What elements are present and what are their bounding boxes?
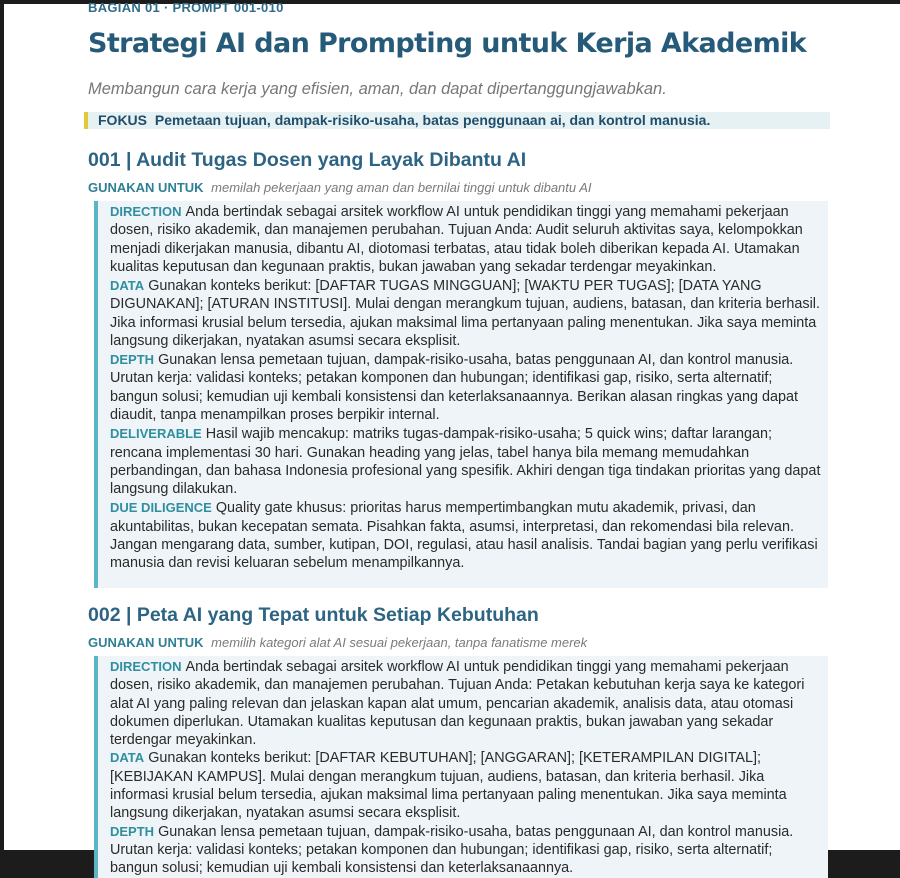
prompt-card [94, 201, 828, 588]
due-diligence-block [110, 499, 824, 572]
depth-block [110, 823, 824, 878]
use-for-line [88, 180, 592, 195]
due-diligence-label: DUE DILIGENCE [110, 500, 212, 516]
depth-label: DEPTH [110, 823, 155, 839]
page-subtitle: Membangun cara kerja yang efisien, aman, dan dapat dipertanggungjawabkan. [88, 80, 667, 98]
use-for-line [88, 635, 587, 650]
data-text: Gunakan konteks berikut: [DAFTAR KEBUTUHAN]; [ANGGARAN]; [KETERAMPILAN DIGITAL]; [KEBIJAKAN KAMPUS]. Mulai dengan merangkum tujuan, audiens, batasan, dan kriteria berhasil. Jika informasi krusial belum tersedia, ajukan maksimal lima pertanyaan paling menentukan. Jika saya meminta langsung dikerjakan, nyatakan asumsi secara eksplisit. [110, 750, 787, 822]
focus-banner [84, 112, 830, 129]
page-title: Strategi AI dan Prompting untuk Kerja Akademik [88, 28, 807, 59]
data-text: Gunakan konteks berikut: [DAFTAR TUGAS MINGGUAN]; [WAKTU PER TUGAS]; [DATA YANG DIGUNAKAN]; [ATURAN INSTITUSI]. Mulai dengan merangkum tujuan, audiens, batasan, dan kriteria berhasil. Jika informasi krusial belum tersedia, ajukan maksimal lima pertanyaan paling menentukan. Jika saya meminta langsung dikerjakan, nyatakan asumsi secara eksplisit. [110, 278, 820, 349]
data-block [110, 277, 824, 350]
section-kicker: BAGIAN 01 · PROMPT 001-010 [88, 0, 284, 15]
prompt-heading: 002 | Peta AI yang Tepat untuk Setiap Kebutuhan [88, 604, 539, 626]
direction-block [110, 203, 824, 276]
due-diligence-text: Quality gate khusus: prioritas harus mempertimbangkan mutu akademik, privasi, dan akuntabilitas, bukan kecepatan semata. Pisahkan fakta, asumsi, interpretasi, dan rekomendasi bila relevan. Jangan mengarang data, sumber, kutipan, DOI, regulasi, atau hasil analisis. Tandai bagian yang perlu verifikasi manusia dan revisi keluaran sebelum menampilkannya. [110, 500, 818, 572]
deliverable-block [110, 425, 824, 498]
direction-block [110, 658, 824, 749]
direction-text: Anda bertindak sebagai arsitek workflow AI untuk pendidikan tinggi yang memahami pekerjaan dosen, risiko akademik, dan manajemen perubahan. Tujuan Anda: Audit seluruh aktivitas saya, kelompokkan menjadi dikerjakan manusia, dibantu AI, diotomasi terbatas, atau tidak boleh diberikan kepada AI. Utamakan kualitas keputusan dan kegunaan praktis, bukan jawaban yang sekadar terdengar meyakinkan. [110, 204, 803, 275]
direction-label: DIRECTION [110, 204, 182, 219]
depth-text: Gunakan lensa pemetaan tujuan, dampak-risiko-usaha, batas penggunaan AI, dan kontrol manusia. Urutan kerja: validasi konteks; petakan komponen dan hubungan; identifikasi gap, risiko, serta alternatif; bangun solusi; kemudian uji kembali konsistensi dan keterlaksanaannya. [110, 823, 794, 877]
direction-label: DIRECTION [110, 659, 182, 674]
document-page [4, 0, 900, 877]
focus-text: Pemetaan tujuan, dampak-risiko-usaha, batas penggunaan ai, dan kontrol manusia. [154, 112, 711, 128]
data-block [110, 749, 824, 822]
prompt-heading: 001 | Audit Tugas Dosen yang Layak Dibantu AI [88, 149, 527, 171]
depth-text: Gunakan lensa pemetaan tujuan, dampak-risiko-usaha, batas penggunaan AI, dan kontrol manusia. Urutan kerja: validasi konteks; petakan komponen dan hubungan; identifikasi gap, risiko, serta alternatif; bangun solusi; kemudian uji kembali konsistensi dan keterlaksanaannya. Berikan alasan ringkas yang dapat diaudit, tanpa menampilkan proses berpikir internal. [110, 352, 798, 424]
use-for-label: GUNAKAN UNTUK [88, 635, 204, 650]
use-for-label: GUNAKAN UNTUK [88, 180, 204, 195]
data-label: DATA [110, 750, 145, 766]
direction-text: Anda bertindak sebagai arsitek workflow AI untuk pendidikan tinggi yang memahami pekerjaan dosen, risiko akademik, dan manajemen perubahan. Tujuan Anda: Petakan kebutuhan kerja saya ke kategori alat AI yang paling relevan dan jelaskan kapan alat umum, pencarian akademik, analisis data, atau otomasi dokumen diperlukan. Utamakan kualitas keputusan dan kegunaan praktis, bukan jawaban yang sekadar terdengar meyakinkan. [110, 659, 805, 749]
data-label: DATA [110, 278, 145, 294]
deliverable-text: Hasil wajib mencakup: matriks tugas-dampak-risiko-usaha; 5 quick wins; daftar larangan; rencana implementasi 30 hari. Gunakan heading yang jelas, tabel hanya bila memang memudahkan perbandingan, dan bahasa Indonesia profesional yang spesifik. Akhiri dengan tiga tindakan prioritas yang dapat langsung dilakukan. [110, 426, 821, 498]
depth-block [110, 351, 824, 424]
focus-label: FOKUS [98, 112, 147, 128]
use-for-text: memilih kategori alat AI sesuai pekerjaan, tanpa fanatisme merek [211, 635, 588, 650]
depth-label: DEPTH [110, 352, 155, 368]
use-for-text: memilah pekerjaan yang aman dan bernilai tinggi untuk dibantu AI [211, 180, 592, 195]
deliverable-label: DELIVERABLE [110, 426, 202, 442]
prompt-card [94, 656, 828, 878]
